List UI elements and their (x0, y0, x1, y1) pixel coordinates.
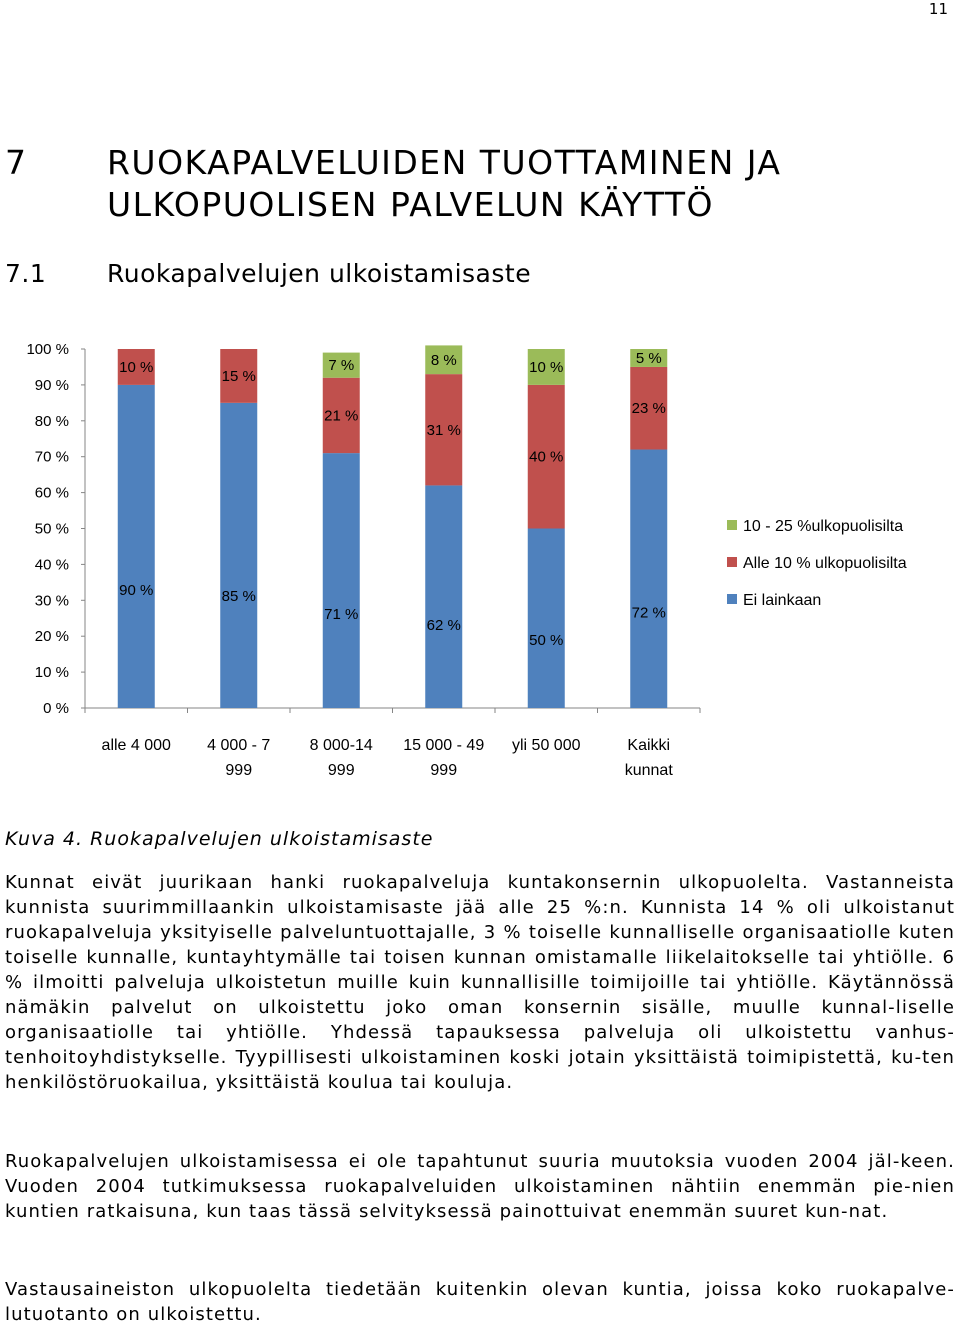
x-tick-label: yli 50 000 (512, 737, 581, 754)
data-label: 10 % (529, 358, 564, 376)
legend-label: Alle 10 % ulkopuolisilta (743, 555, 907, 572)
data-label: 40 % (529, 448, 564, 466)
y-tick-label: 70 % (34, 448, 69, 466)
data-label: 31 % (426, 421, 461, 439)
data-label: 15 % (221, 367, 256, 385)
legend-swatch (727, 594, 737, 604)
section-number: 7 (5, 143, 28, 182)
x-tick-label: 999 (225, 762, 253, 779)
y-tick-label: 20 % (34, 628, 69, 646)
x-tick-label: alle 4 000 (101, 737, 171, 754)
subsection-number: 7.1 (5, 259, 47, 288)
x-tick-label: 999 (430, 762, 458, 779)
section-title: RUOKAPALVELUIDEN TUOTTAMINEN JA ULKOPUOLISEN PALVELUN KÄYTTÖ (107, 143, 782, 224)
data-label: 21 % (324, 407, 359, 425)
y-tick-label: 10 % (34, 664, 69, 682)
bar-segment (220, 403, 257, 708)
x-tick-label: Kaikki (627, 737, 671, 754)
bar-segment (528, 529, 565, 709)
y-tick-label: 80 % (34, 412, 69, 430)
y-tick-label: 0 % (43, 700, 69, 717)
bar-segment (323, 453, 360, 708)
legend-swatch (727, 520, 737, 530)
x-tick-label: 15 000 - 49 (403, 737, 485, 754)
data-label: 50 % (529, 632, 564, 650)
page-number: 11 (928, 0, 948, 18)
y-tick-label: 90 % (34, 376, 69, 394)
data-label: 8 % (430, 351, 457, 369)
x-tick-label: 4 000 - 7 (207, 737, 271, 754)
x-tick-label: kunnat (624, 762, 673, 779)
legend-swatch (727, 557, 737, 567)
figure-caption: Kuva 4. Ruokapalvelujen ulkoistamisaste (5, 828, 434, 850)
y-tick-label: 50 % (34, 520, 69, 538)
y-tick-label: 100 % (26, 341, 69, 358)
data-label: 71 % (324, 605, 359, 623)
data-label: 72 % (631, 604, 666, 622)
data-label: 5 % (635, 349, 662, 367)
x-tick-label: 8 000-14 (309, 737, 373, 754)
bar-segment (425, 485, 462, 708)
y-tick-label: 30 % (34, 592, 69, 610)
subsection-title: Ruokapalvelujen ulkoistamisaste (107, 259, 532, 288)
bar-segment (630, 450, 667, 708)
y-tick-label: 60 % (34, 484, 69, 502)
stacked-bar-chart (0, 336, 960, 796)
data-label: 85 % (221, 588, 256, 606)
legend-label: Ei lainkaan (743, 592, 822, 609)
data-label: 10 % (119, 358, 154, 376)
body-paragraph: Ruokapalvelujen ulkoistamisessa ei ole tapahtunut suuria muutoksia vuoden 2004 jäl-keen. Vuoden 2004 tutkimuksessa ruokapalveluiden ulkoistaminen nähtiin enemmän pie-nien kuntien ratkaisuna, kun taas tässä selvityksessä painottuivat enemmän suuret kun-nat. (5, 1151, 955, 1222)
data-label: 90 % (119, 581, 154, 599)
body-paragraph: Vastausaineiston ulkopuolelta tiedetään kuitenkin olevan kuntia, joissa koko ruokapalve-lutuotanto on ulkoistettu. (5, 1279, 955, 1325)
legend-label: 10 - 25 %ulkopuolisilta (743, 518, 904, 535)
body-paragraph: Kunnat eivät juurikaan hanki ruokapalveluja kuntakonsernin ulkopuolelta. Vastanneista kunnista suurimmillaankin ulkoistamisaste jää alle 25 %:n. Kunnista 14 % oli ulkoistanut ruokapalveluja yksityiselle palveluntuottajalle, 3 % toiselle kunnalliselle organisaatiolle kuten toiselle kunnalle, kuntayhtymälle tai toisen kunnan omistamalle liikelaitokselle tai yhtiölle. 6 % ilmoitti palveluja ulkoistetun muille kuin kunnallisille toimijoille tai yhtiölle. Käytännössä nämäkin palvelut on ulkoistettu joko oman konsernin sisälle, muulle kunnal-liselle organisaatiolle tai yhtiölle. Yhdessä tapauksessa palveluja oli ulkoistettu vanhus-tenhoitoyhdistykselle. Tyypillisesti ulkoistaminen koski jotain yksittäistä toimipistettä, ku-ten henkilöstöruokailua, yksittäistä koulua tai kouluja. (5, 872, 955, 1093)
data-label: 23 % (631, 400, 666, 418)
bar-segment (118, 385, 155, 708)
y-tick-label: 40 % (34, 556, 69, 574)
x-tick-label: 999 (327, 762, 355, 779)
data-label: 7 % (328, 357, 355, 375)
data-label: 62 % (426, 617, 461, 635)
